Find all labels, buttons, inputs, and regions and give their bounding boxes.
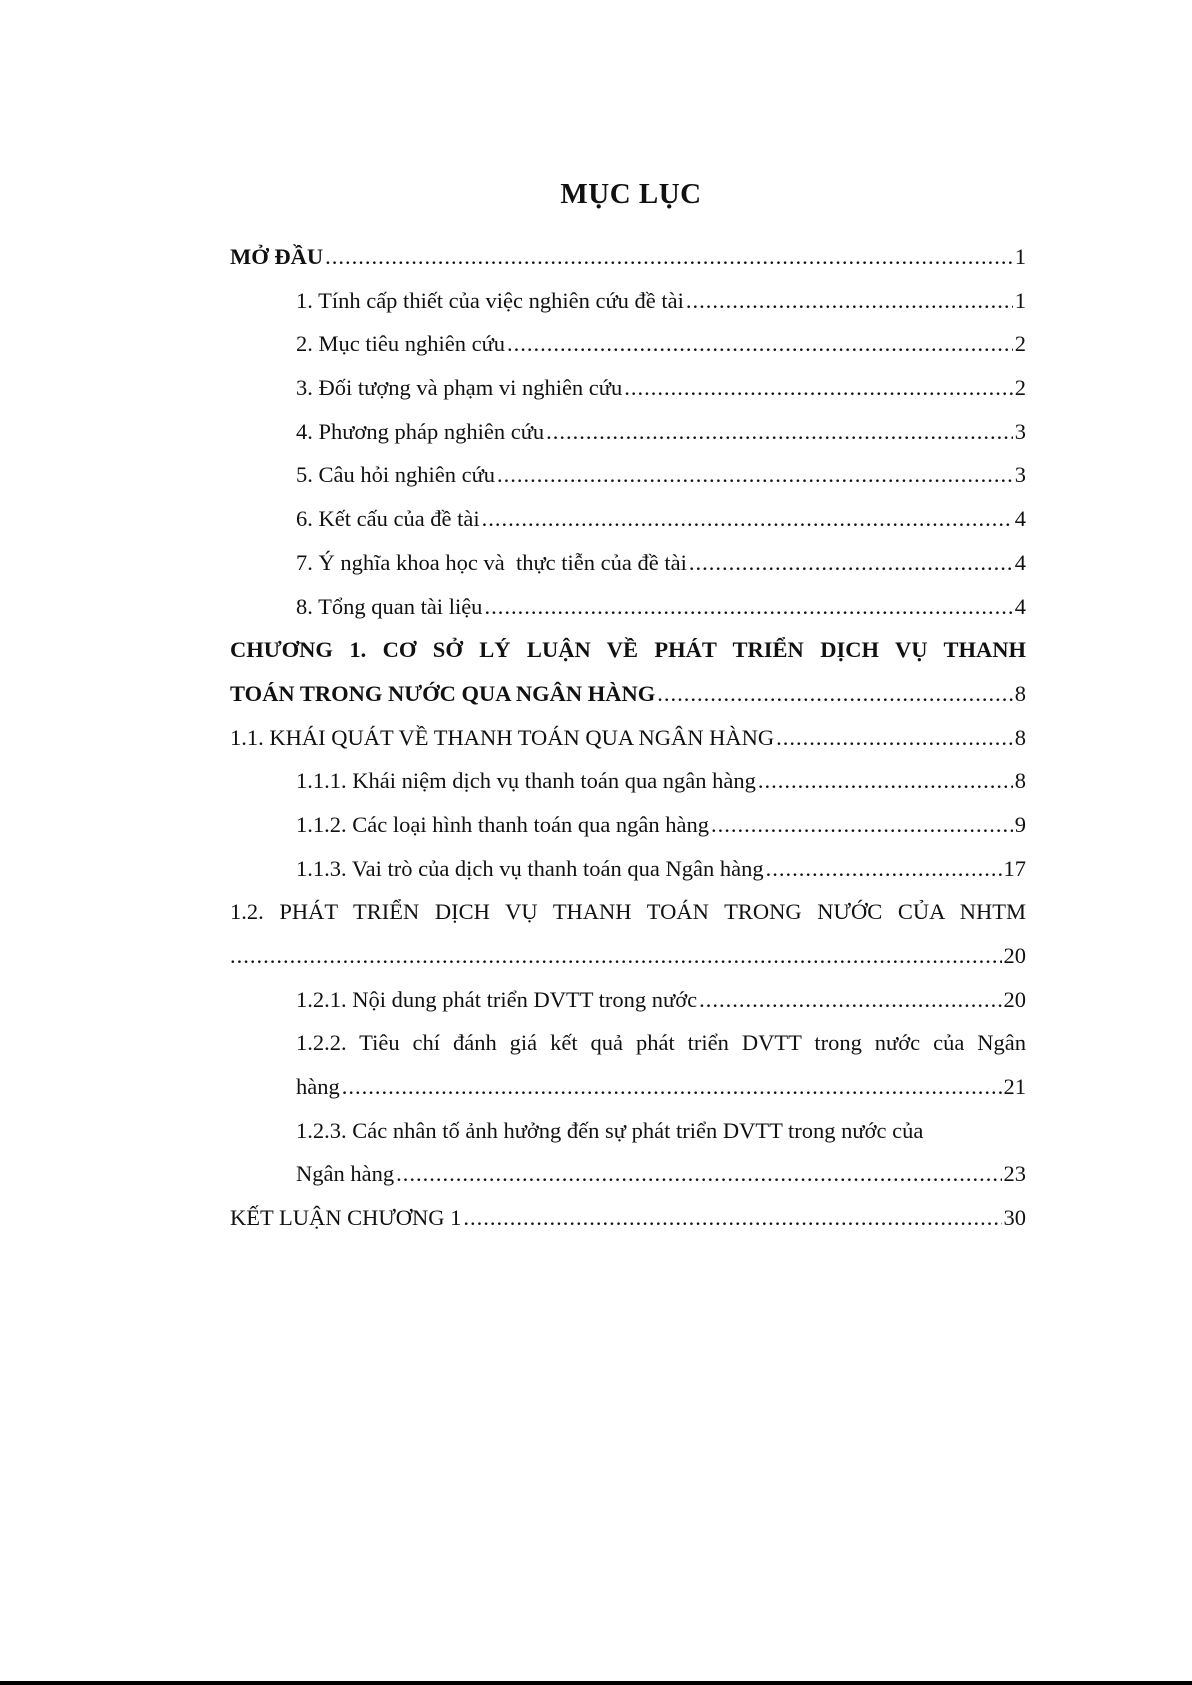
toc-entry-page: 2 bbox=[1014, 375, 1026, 401]
toc-entry-label: 8. Tổng quan tài liệu bbox=[296, 593, 483, 619]
toc-entry bbox=[230, 812, 1026, 856]
toc-entry-chapter-1-line-2 bbox=[230, 681, 1026, 725]
toc-entry-page: 20 bbox=[1003, 943, 1026, 968]
toc-entry bbox=[230, 288, 1026, 332]
dot-leader bbox=[699, 987, 1001, 1013]
toc-entry-label: TOÁN TRONG NƯỚC QUA NGÂN HÀNG bbox=[230, 680, 656, 706]
toc-entry-label: 5. Câu hỏi nghiên cứu bbox=[296, 462, 496, 488]
toc-entry-label: MỞ ĐẦU bbox=[230, 244, 324, 269]
toc-entry-label: 3. Đối tượng và phạm vi nghiên cứu bbox=[296, 375, 623, 401]
toc-entry-label: 7. Ý nghĩa khoa học và thực tiễn của đề tài bbox=[296, 549, 687, 575]
toc-entry-label: hàng bbox=[296, 1074, 340, 1100]
toc-entry bbox=[230, 506, 1026, 550]
dot-leader bbox=[686, 288, 1013, 314]
toc-entry-page: 1 bbox=[1014, 244, 1026, 269]
toc-entry-page: 3 bbox=[1014, 418, 1026, 444]
toc-entry-label: CHƯƠNG 1. CƠ SỞ LÝ LUẬN VỀ PHÁT TRIỂN DỊCH VỤ THANH bbox=[230, 637, 1026, 663]
toc-entry-label: 4. Phương pháp nghiên cứu bbox=[296, 418, 545, 444]
toc-entry bbox=[230, 594, 1026, 638]
dot-leader bbox=[484, 594, 1012, 620]
toc-entry-label: 1.2.3. Các nhân tố ảnh hưởng đến sự phát triển DVTT trong nước của bbox=[296, 1117, 924, 1143]
dot-leader bbox=[482, 506, 1013, 532]
table-of-contents bbox=[230, 244, 1026, 1249]
dot-leader bbox=[657, 681, 1013, 707]
toc-entry-label: 1.2.2. Tiêu chí đánh giá kết quả phát triển DVTT trong nước của Ngân bbox=[296, 1030, 1026, 1056]
toc-entry bbox=[230, 768, 1026, 812]
toc-entry-page: 23 bbox=[1003, 1161, 1026, 1187]
toc-entry-section-1-2-line-1 bbox=[230, 899, 1026, 943]
toc-entry-chapter-1-line-1 bbox=[230, 637, 1026, 681]
dot-leader bbox=[230, 943, 1002, 969]
toc-entry-page: 21 bbox=[1003, 1074, 1026, 1100]
toc-entry bbox=[230, 462, 1026, 506]
toc-entry-page: 30 bbox=[1003, 1205, 1026, 1231]
toc-entry-page: 2 bbox=[1014, 331, 1026, 357]
dot-leader bbox=[497, 462, 1013, 488]
toc-entry-page: 8 bbox=[1014, 724, 1026, 750]
toc-entry-label: 1.1.2. Các loại hình thanh toán qua ngân hàng bbox=[296, 811, 710, 837]
toc-entry-label: 1.1.3. Vai trò của dịch vụ thanh toán qua Ngân hàng bbox=[296, 855, 764, 881]
toc-entry bbox=[230, 375, 1026, 419]
toc-entry-1-2-2-line-2 bbox=[230, 1074, 1026, 1118]
toc-entry-label: 6. Kết cấu của đề tài bbox=[296, 506, 480, 532]
toc-entry-1-2-3-line-1 bbox=[230, 1118, 1026, 1162]
toc-entry-page: 17 bbox=[1003, 855, 1026, 881]
dot-leader bbox=[507, 331, 1013, 357]
toc-entry-page: 4 bbox=[1014, 593, 1026, 619]
toc-entry-conclusion-chapter-1 bbox=[230, 1205, 1026, 1249]
page-title: MỤC LỤC bbox=[560, 178, 702, 210]
toc-entry-page: 4 bbox=[1014, 549, 1026, 575]
toc-entry-page: 4 bbox=[1014, 506, 1026, 532]
toc-entry-1-2-2-line-1 bbox=[230, 1030, 1026, 1074]
toc-entry-section-1-2-line-2 bbox=[230, 943, 1026, 987]
dot-leader bbox=[711, 812, 1013, 838]
toc-entry-label: 1.2.1. Nội dung phát triển DVTT trong nước bbox=[296, 986, 698, 1012]
toc-entry-label: 1. Tính cấp thiết của việc nghiên cứu đề tài bbox=[296, 287, 684, 313]
toc-entry-label: 1.2. PHÁT TRIỂN DỊCH VỤ THANH TOÁN TRONG NƯỚC CỦA NHTM bbox=[230, 899, 1026, 925]
toc-entry bbox=[230, 987, 1026, 1031]
toc-entry-page: 20 bbox=[1003, 986, 1026, 1012]
dot-leader bbox=[689, 550, 1013, 576]
dot-leader bbox=[546, 419, 1013, 445]
toc-entry-page: 9 bbox=[1014, 811, 1026, 837]
dot-leader bbox=[463, 1205, 1001, 1231]
toc-entry-page: 3 bbox=[1014, 462, 1026, 488]
toc-entry bbox=[230, 331, 1026, 375]
toc-entry-label: 1.1. KHÁI QUÁT VỀ THANH TOÁN QUA NGÂN HÀNG bbox=[230, 724, 775, 750]
toc-entry-label: KẾT LUẬN CHƯƠNG 1 bbox=[230, 1205, 462, 1231]
toc-entry-label: Ngân hàng bbox=[296, 1161, 395, 1187]
toc-entry-page: 1 bbox=[1014, 287, 1026, 313]
dot-leader bbox=[325, 244, 1013, 270]
toc-entry-label: 1.1.1. Khái niệm dịch vụ thanh toán qua ngân hàng bbox=[296, 768, 756, 794]
toc-entry bbox=[230, 550, 1026, 594]
dot-leader bbox=[766, 856, 1002, 882]
bottom-edge-rule bbox=[0, 1681, 1192, 1685]
dot-leader bbox=[776, 725, 1013, 751]
toc-entry-label: 2. Mục tiêu nghiên cứu bbox=[296, 331, 506, 357]
toc-entry bbox=[230, 419, 1026, 463]
dot-leader bbox=[624, 375, 1013, 401]
toc-entry-1-2-3-line-2 bbox=[230, 1161, 1026, 1205]
dot-leader bbox=[758, 768, 1013, 794]
toc-entry-section-1-1 bbox=[230, 725, 1026, 769]
toc-entry-page: 8 bbox=[1014, 768, 1026, 794]
toc-entry bbox=[230, 856, 1026, 900]
toc-entry-page: 8 bbox=[1014, 680, 1026, 706]
dot-leader bbox=[396, 1161, 1001, 1187]
dot-leader bbox=[342, 1074, 1002, 1100]
toc-entry-mo-dau bbox=[230, 244, 1026, 288]
